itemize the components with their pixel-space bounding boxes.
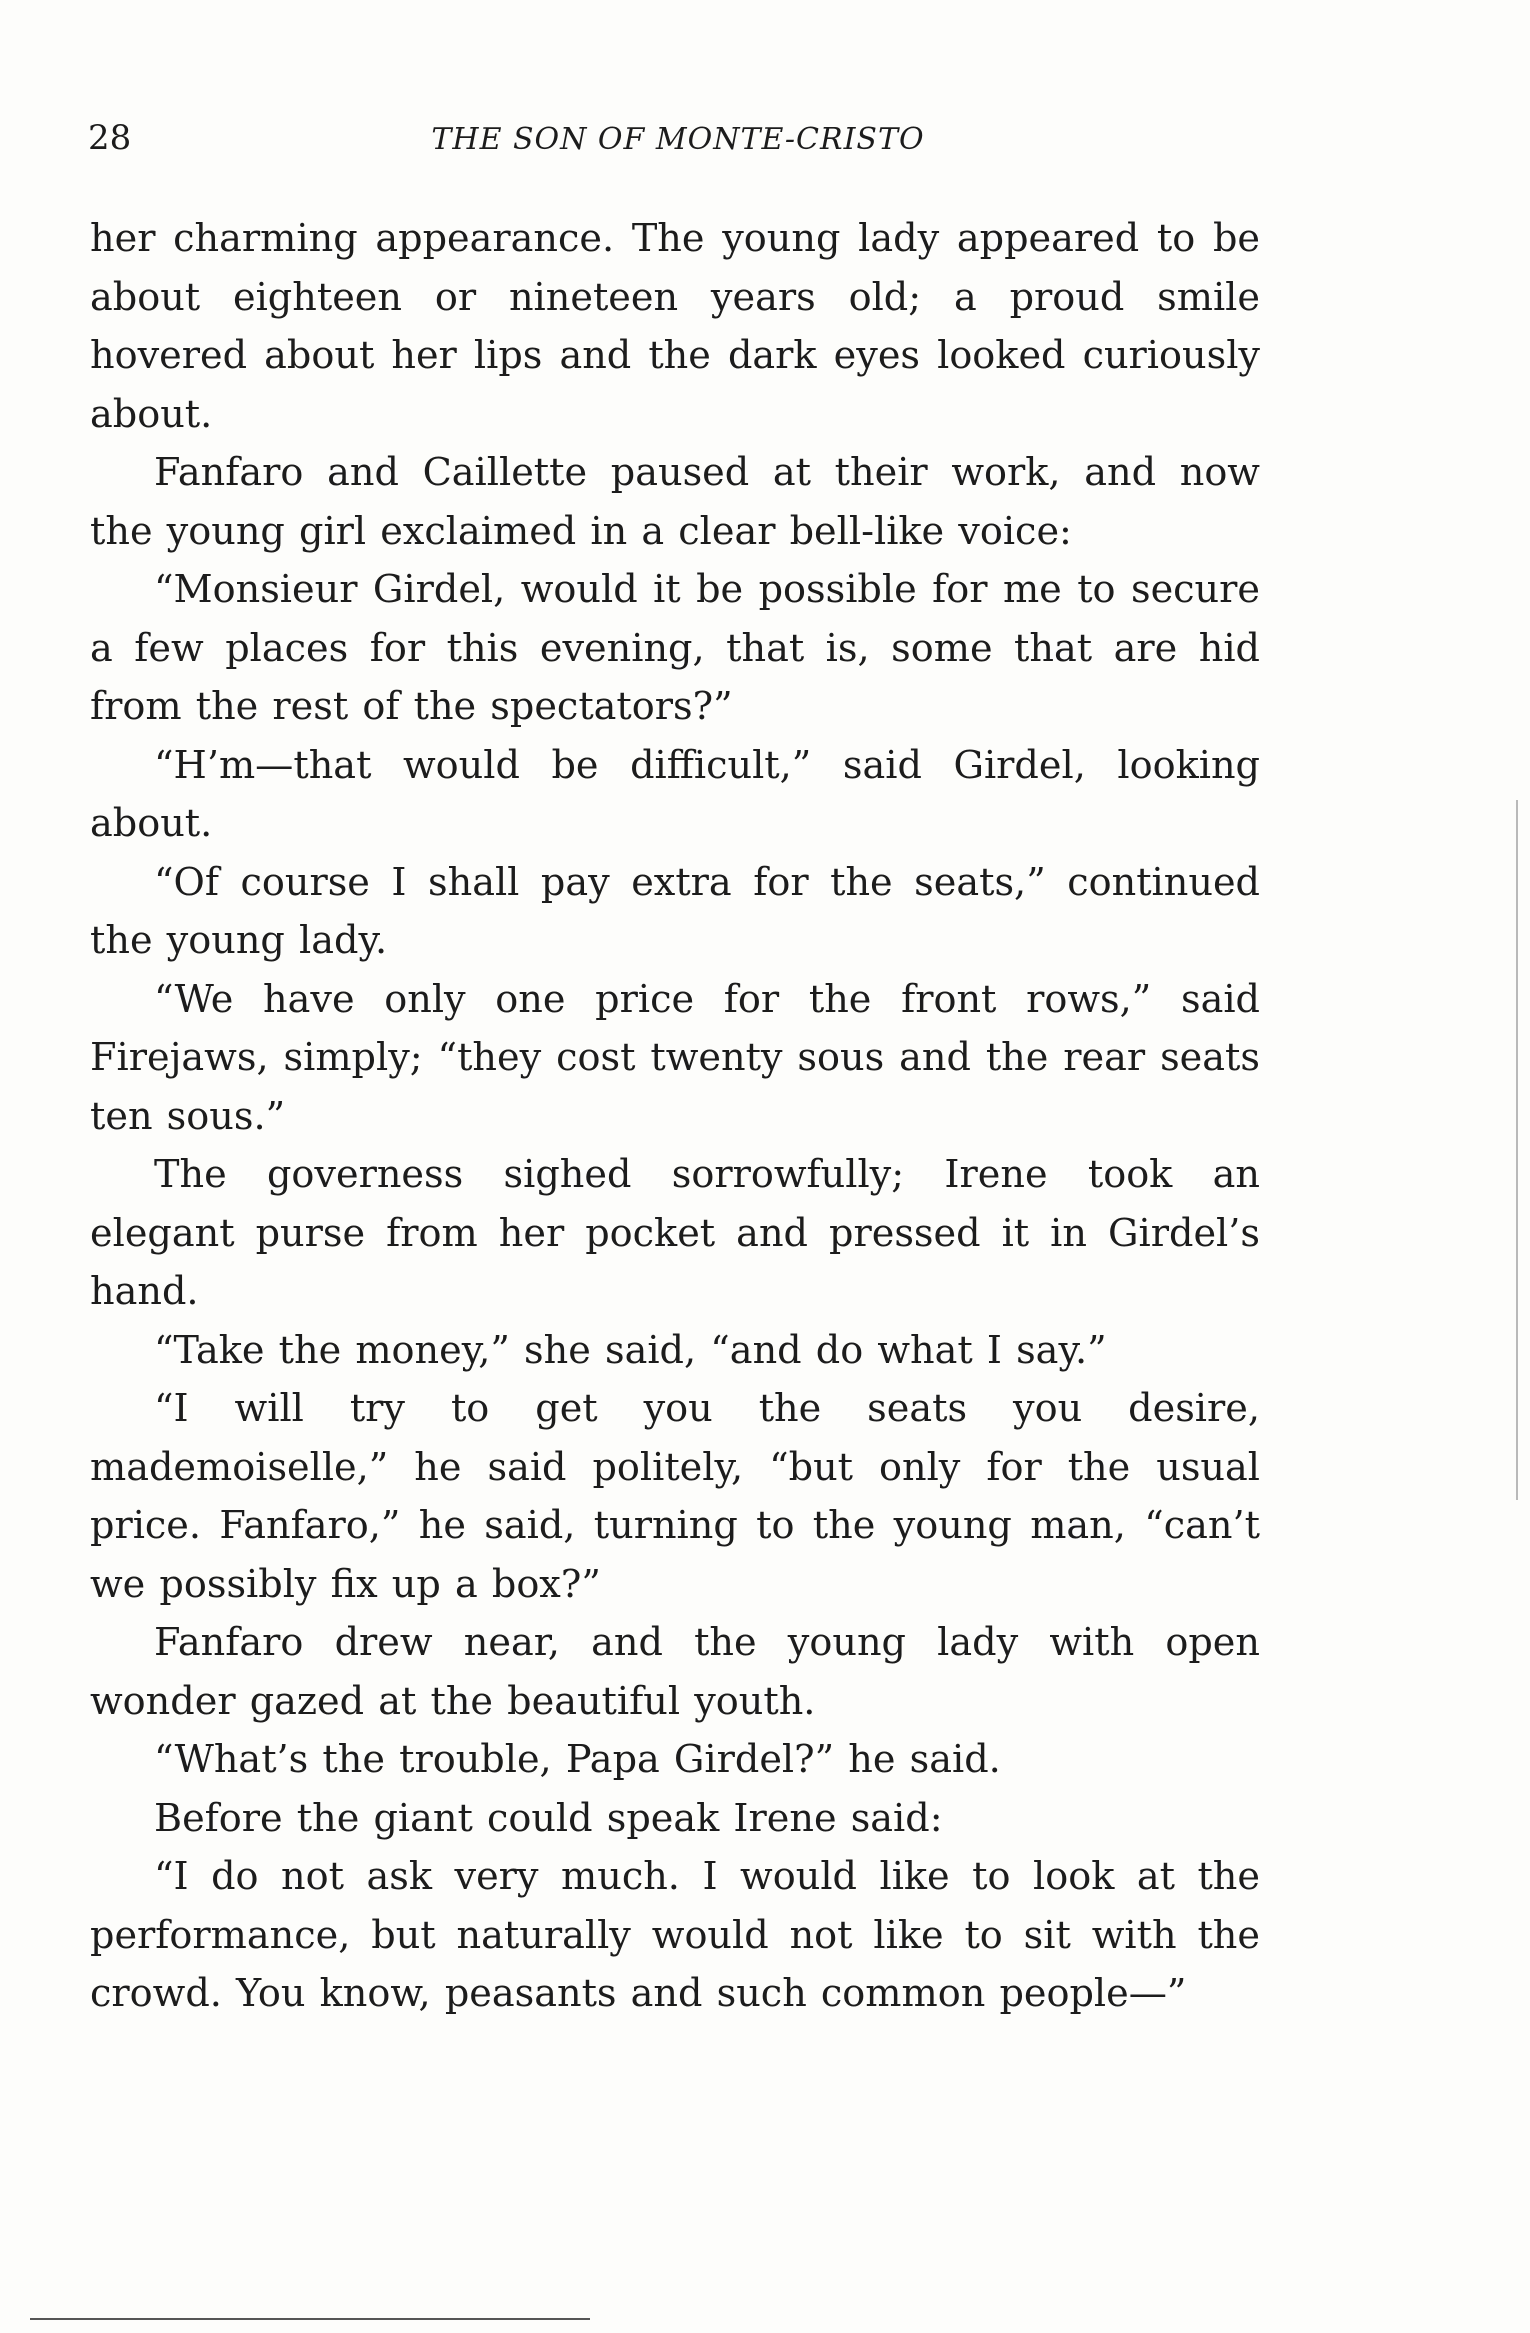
- paragraph: Fanfaro and Caillette paused at their work, and now the young girl exclaimed in a clear bell-like voice:: [90, 451, 1260, 554]
- paragraph: “H’m—that would be difficult,” said Girdel, looking about.: [90, 743, 1260, 846]
- paragraph: “We have only one price for the front rows,” said Firejaws, simply; “they cost twenty sous and the rear seats ten sous.”: [90, 977, 1260, 1139]
- running-title: THE SON OF MONTE-CRISTO: [431, 122, 925, 157]
- paragraph: “What’s the trouble, Papa Girdel?” he said.: [154, 1738, 1001, 1782]
- page-number: 28: [88, 118, 132, 158]
- paragraph: “Take the money,” she said, “and do what I say.”: [154, 1328, 1107, 1373]
- footer-rule: [30, 2318, 590, 2320]
- paragraph: “I do not ask very much. I would like to look at the performance, but naturally would not like to sit with the crowd. You know, peasants and such common people—”: [90, 1855, 1260, 2016]
- body-text: [90, 210, 1260, 2024]
- paragraph: “I will try to get you the seats you desire, mademoiselle,” he said politely, “but only for the usual price. Fanfaro,” he said, turning to the young man, “can’t we possibly fix up a box?”: [90, 1387, 1260, 1607]
- scan-margin-mark: [1516, 800, 1518, 1500]
- paragraph: Before the giant could speak Irene said:: [154, 1796, 943, 1841]
- paragraph: Fanfaro drew near, and the young lady with open wonder gazed at the beautiful youth.: [90, 1621, 1260, 1724]
- page-header: [88, 118, 1268, 178]
- paragraph: “Of course I shall pay extra for the seats,” continued the young lady.: [90, 860, 1260, 963]
- paragraph: her charming appearance. The young lady appeared to be about eighteen or nineteen years old; a proud smile hovered about her lips and the dark eyes looked curiously about.: [90, 217, 1260, 437]
- paragraph: The governess sighed sorrowfully; Irene took an elegant purse from her pocket and pressed it in Girdel’s hand.: [90, 1153, 1260, 1314]
- paragraph: “Monsieur Girdel, would it be possible for me to secure a few places for this evening, that is, some that are hid from the rest of the spectators?”: [90, 568, 1260, 729]
